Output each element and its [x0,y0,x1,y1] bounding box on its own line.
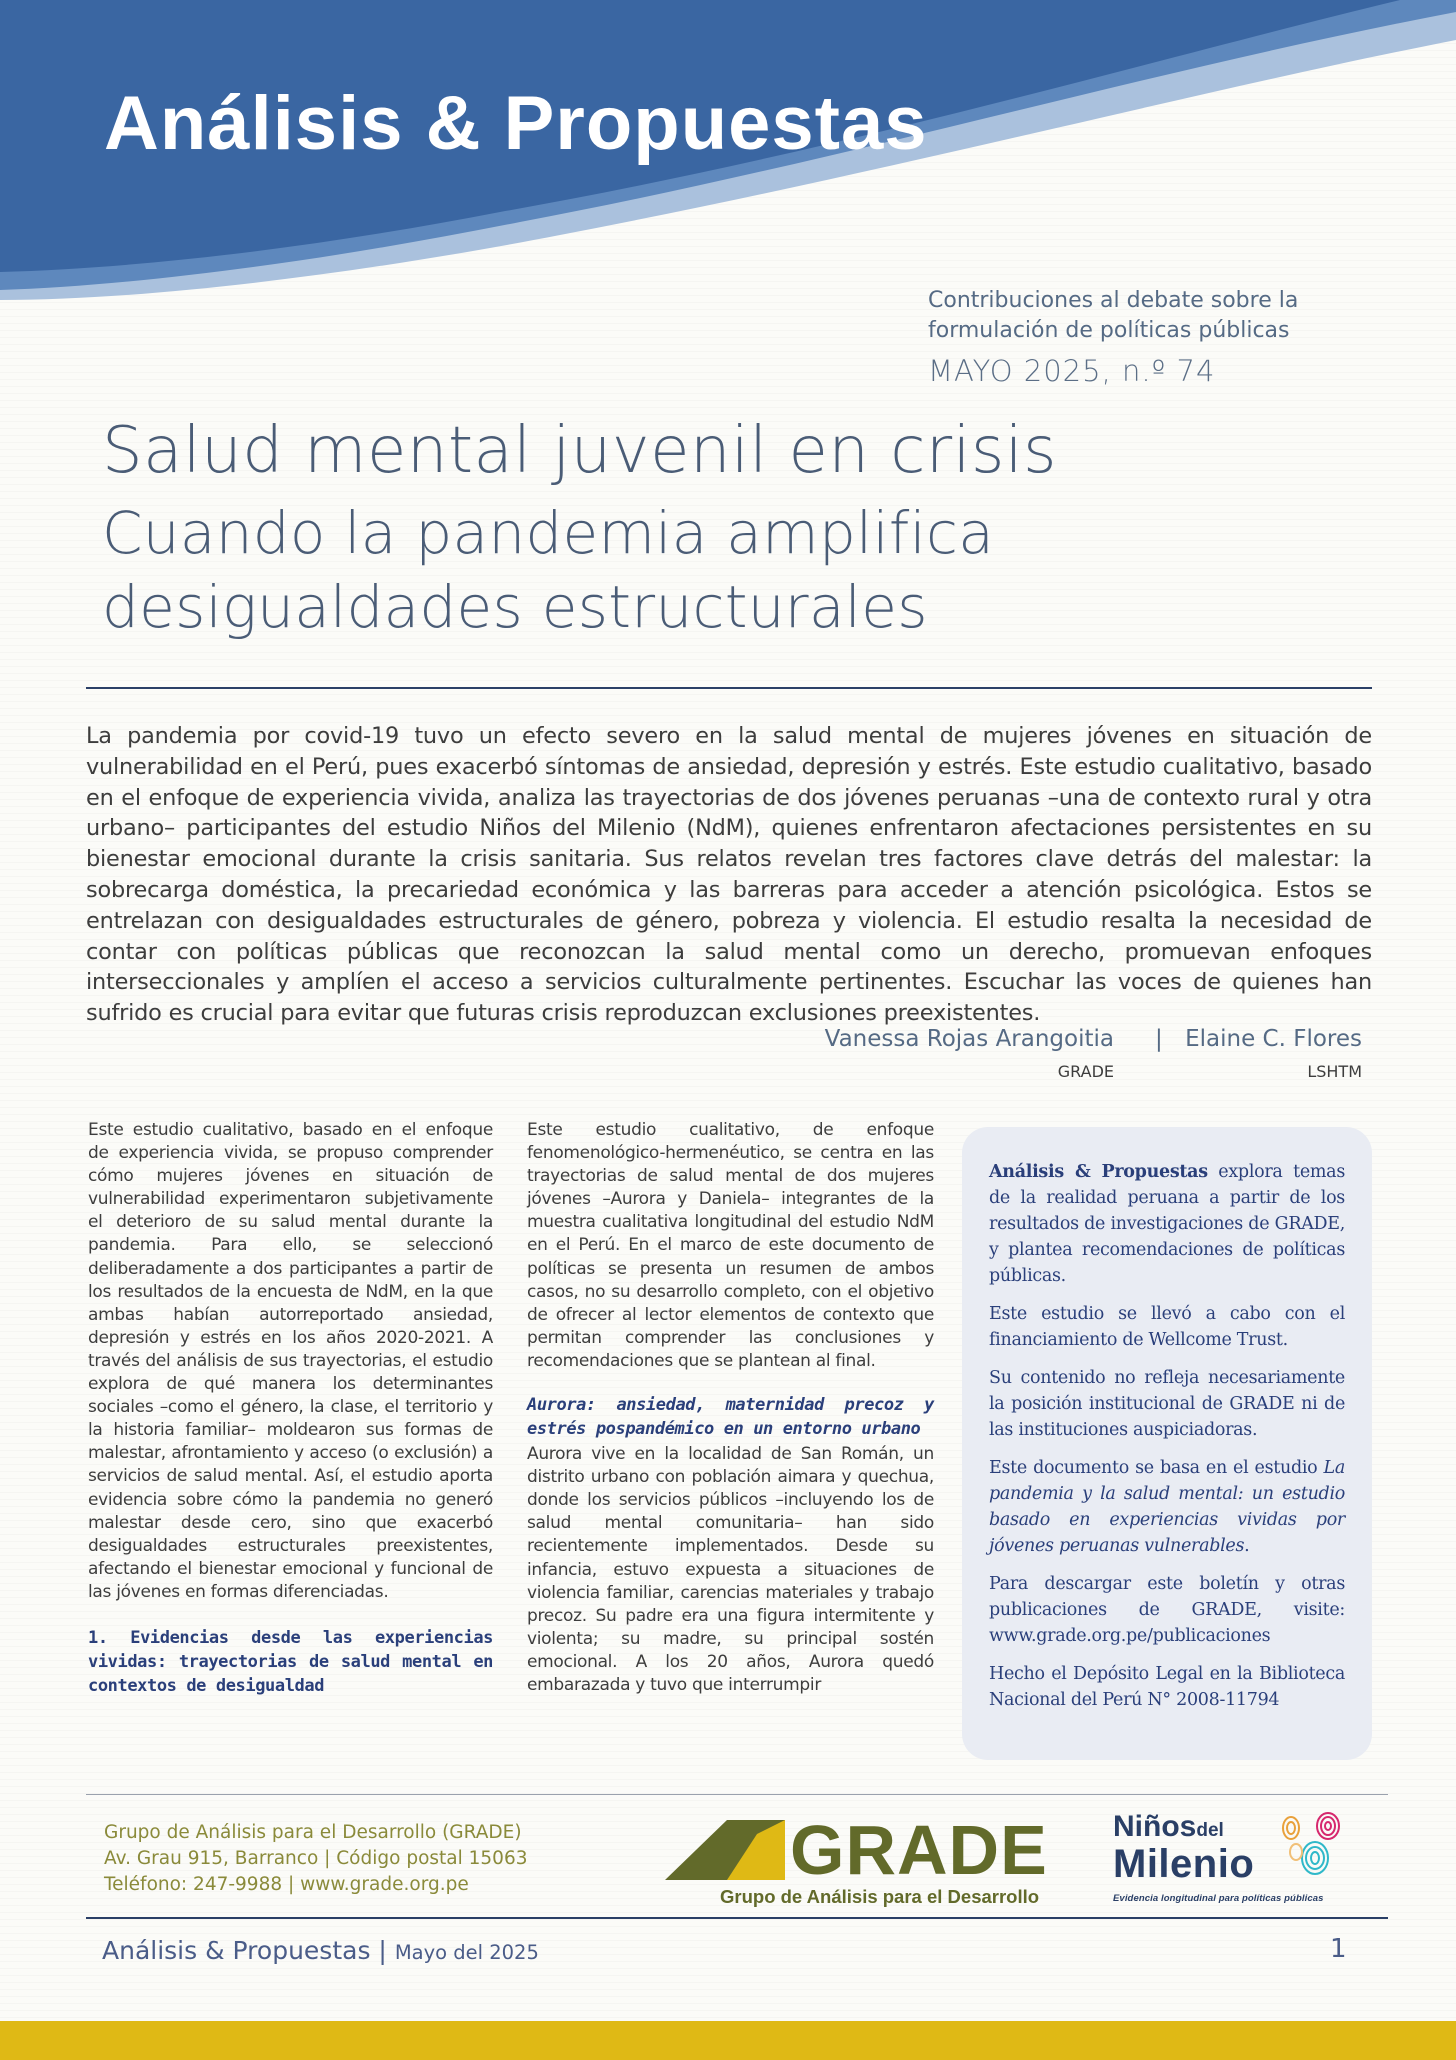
sidebox-source-start: Este documento se basa en el estudio [989,1458,1324,1478]
ndm-logo-line-2: Milenio [1113,1842,1255,1886]
info-sidebox [962,1127,1372,1760]
subsection-heading-aurora: Aurora: ansiedad, maternidad precoz y estrés pospandémico en un entorno urbano [527,1395,934,1440]
footer-separator: | [370,1936,395,1965]
sidebox-series-name: Análisis & Propuestas [989,1162,1208,1182]
ndm-logo-ninos: Niños [1113,1810,1197,1843]
title-divider [86,687,1372,689]
fingerprint-light-orange [1290,1844,1302,1860]
series-subtitle [928,286,1428,346]
column-1 [88,1119,493,1702]
footer-divider [86,1794,1388,1795]
grade-logo: GRADE [790,1811,1048,1889]
fingerprint-pink [1317,1813,1339,1839]
subtitle-line-1: Contribuciones al debate sobre la [928,288,1299,313]
series-title: Análisis & Propuestas [104,81,928,166]
sidebox-download: Para descargar este boletín y otras publicaciones de GRADE, visite: www.grade.org.pe/publicaciones [989,1574,1345,1646]
column-2 [527,1119,934,1697]
grade-contact [104,1820,528,1898]
column-1-paragraph: Este estudio cualitativo, basado en el enfoque de experiencia vivida, se propuso comprender cómo mujeres jóvenes en situación de vulnerabilidad experimentaron subjetivamente el deterioro de su salud mental durante la pandemia. Para ello, se seleccionó deliberadamente a dos participantes a partir de los resultados de la encuesta de NdM, en la que ambas habían autorreportado ansiedad, depresión y estrés en los años 2020-2021. A través del análisis de sus trayectorias, el estudio explora de qué manera los determinantes sociales –como el género, la clase, el territorio y la historia familiar– moldearon sus formas de malestar, afrontamiento y acceso (o exclusión) a servicios de salud mental. Así, el estudio aporta evidencia sobre cómo la pandemia no generó malestar desde cero, sino que exacerbó desigualdades estructurales preexistentes, afectando el bienestar emocional y funcional de las jóvenes en formas diferenciadas. [88,1120,493,1602]
column-2-paragraph-2: Aurora vive en la localidad de San Román, un distrito urbano con población aimara y quechua, donde los servicios públicos –incluyendo los de salud mental comunitaria– han sido recientemente implementados. Desde su infancia, estuvo expuesta a situaciones de violencia familiar, carencias materiales y trabajo precoz. Su padre era una figura intermitente y violenta; su madre, su principal sostén emocional. A los 20 años, Aurora quedó embarazada y tuvo que interrumpir [527,1444,934,1695]
sidebox-funding: Este estudio se llevó a cabo con el financiamiento de Wellcome Trust. [989,1304,1345,1350]
fingerprint-blue [1302,1842,1328,1874]
sidebox-source-study: La pandemia y la salud mental: un estudio basado en experiencias vividas por jóvenes peruanas vulnerables [989,1458,1345,1556]
column-2-paragraph-1: Este estudio cualitativo, de enfoque fenomenológico-hermenéutico, se centra en las trayectorias de salud mental de dos mujeres jóvenes –Aurora y Daniela– integrantes de la muestra cualitativa longitudinal del estudio NdM en el Perú. En el marco de este documento de políticas se presenta un resumen de ambos casos, no su desarrollo completo, con el objetivo de ofrecer al lector elementos de contexto que permitan comprender las conclusiones y recomendaciones que se plantean al final. [527,1120,934,1371]
running-footer [102,1936,539,1965]
abstract: La pandemia por covid-19 tuvo un efecto severo en la salud mental de mujeres jóvenes en situación de vulnerabilidad en el Perú, pues exacerbó síntomas de ansiedad, depresión y estrés. Este estudio cualitativo, basado en el enfoque de experiencia vivida, analiza las trayectorias de dos jóvenes peruanas –una de contexto rural y otra urbano– participantes del estudio Niños del Milenio (NdM), quienes enfrentaron afectaciones persistentes en su bienestar emocional durante la crisis sanitaria. Sus relatos revelan tres factores clave detrás del malestar: la sobrecarga doméstica, la precariedad económica y las barreras para acceder a atención psicológica. Estos se entrelazan con desigualdades estructurales de género, pobreza y violencia. El estudio resalta la necesidad de contar con políticas públicas que reconozcan la salud mental como un derecho, promuevan enfoques interseccionales y amplíen el acceso a servicios culturalmente pertinentes. Escuchar las voces de quienes han sufrido es crucial para evitar que futuras crisis reproduzcan exclusiones preexistentes. [86,723,1372,1027]
author-separator: | [1155,1026,1163,1052]
issue-date: MAYO 2025, n.º 74 [928,354,1216,388]
author-2-name: Elaine C. Flores [1185,1026,1362,1052]
author-1-name: Vanessa Rojas Arangoitia [824,1026,1114,1052]
bottom-color-band [0,2021,1456,2060]
fingerprint-orange [1283,1817,1299,1839]
subtitle-line-2: formulación de políticas públicas [928,318,1290,343]
ndm-logo-tagline: Evidencia longitudinal para políticas públicas [1113,1893,1324,1904]
grade-contact-address: Av. Grau 915, Barranco | Código postal 15063 [104,1848,528,1869]
section-heading-1: 1. Evidencias desde las experiencias vividas: trayectorias de salud mental en contextos de desigualdad [88,1627,493,1696]
title-line-2: Cuando la pandemia amplifica [102,499,995,567]
author-2 [1185,1026,1362,1081]
title-line-1: Salud mental juvenil en crisis [102,414,1057,488]
grade-contact-name: Grupo de Análisis para el Desarrollo (GRADE) [104,1822,522,1843]
title-line-3: desigualdades estructurales [102,573,928,641]
ndm-logo-del: del [1196,1820,1224,1841]
grade-contact-phone: Teléfono: 247-9988 | www.grade.org.pe [104,1874,469,1895]
sidebox-source [989,1455,1345,1559]
grade-logo-tagline: Grupo de Análisis para el Desarrollo [720,1886,1040,1907]
ndm-logo-line-1 [1113,1810,1224,1844]
author-1-affiliation: GRADE [1057,1062,1114,1081]
sidebox-about [989,1159,1345,1289]
author-2-affiliation: LSHTM [1307,1062,1362,1081]
footer-series: Análisis & Propuestas [102,1936,371,1965]
author-1 [825,1026,1114,1081]
sidebox-legal-deposit: Hecho el Depósito Legal en la Biblioteca Nacional del Perú N° 2008-11794 [989,1664,1345,1710]
sidebox-about-text: explora temas de la realidad peruana a partir de los resultados de investigaciones de GRADE, y plantea recomendaciones de políticas públicas. [989,1162,1345,1286]
page-title [102,410,1382,644]
page-number: 1 [1330,1934,1347,1964]
bottom-divider [86,1917,1388,1919]
footer-date: Mayo del 2025 [394,1941,539,1964]
sidebox-disclaimer: Su contenido no refleja necesariamente la posición institucional de GRADE ni de las instituciones auspiciadoras. [989,1368,1345,1440]
sidebox-source-end: . [1244,1536,1250,1556]
